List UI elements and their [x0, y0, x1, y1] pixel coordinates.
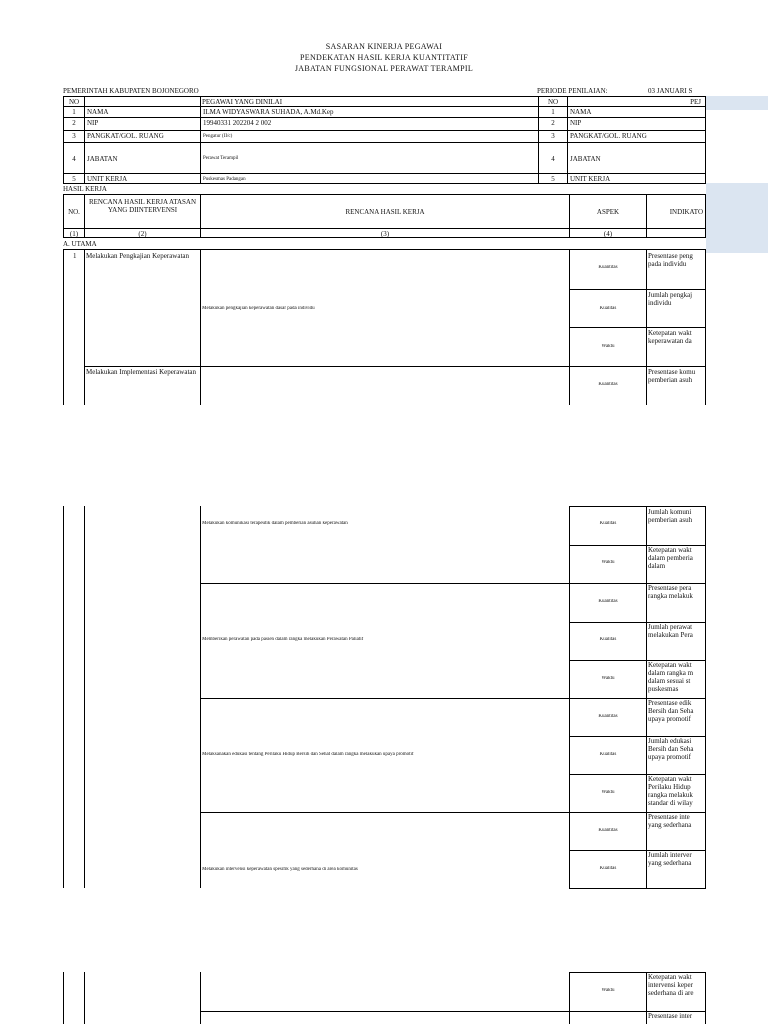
indikator-cell: Presentase inter — [648, 1012, 693, 1020]
p2-rencana: Memberikan perawatan pada pasien dalam rangka melakukan Perawatan Paliatif — [202, 637, 364, 642]
indikator-cell: Presentase inte yang sederhana — [648, 813, 692, 829]
row-no: 2 — [63, 117, 85, 131]
hk-num-atasan: (2) — [84, 228, 201, 238]
row-label2: NAMA — [567, 106, 706, 118]
aspek-cell: Waktu — [601, 560, 615, 565]
row-no2: 3 — [538, 130, 568, 143]
indikator-cell: Ketepatan wakt dalam rangka m dalam sesuai st puskesmas — [648, 661, 694, 693]
row-no2: 5 — [538, 173, 568, 184]
indikator-cell: Ketepatan wakt intervensi keper sederhana di are — [648, 973, 694, 997]
hk-num-no: (1) — [63, 228, 85, 238]
row-value: 19940331 202204 2 002 — [200, 117, 539, 131]
row-divider — [200, 812, 706, 813]
row-divider — [200, 583, 706, 584]
indikator-cell: Jumlah perawat melakukan Pera — [648, 623, 693, 639]
block1-atasan: Melakukan Pengkajian Keperawatan — [86, 252, 190, 260]
col-line — [84, 249, 85, 405]
aspek-cell: Kuantitas — [598, 828, 618, 833]
col-line — [705, 972, 706, 1024]
hk-num-indikator — [646, 228, 706, 238]
aspek-cell: Kualitas — [599, 752, 617, 757]
col-no-header: NO — [63, 96, 85, 107]
row-label: JABATAN — [84, 142, 201, 174]
row-value: Puskesmas Padangan — [200, 173, 539, 184]
col-line — [63, 972, 64, 1024]
row-divider — [569, 888, 706, 889]
row-value: ILMA WIDYASWARA SUHADA, A.Md.Kep — [200, 106, 539, 118]
col-pegawai-label: PEGAWAI YANG DINILAI — [202, 98, 283, 106]
col-line — [84, 972, 85, 1024]
row-label2: UNIT KERJA — [567, 173, 706, 184]
col-pejabat-header: PEJ — [567, 96, 706, 107]
document-title-1: SASARAN KINERJA PEGAWAI — [325, 42, 443, 51]
indikator-cell: Ketepatan wakt dalam pemberia dalam — [648, 546, 693, 570]
hasil-kerja-title: HASIL KERJA — [63, 185, 107, 193]
agency-name: PEMERINTAH KABUPATEN BOJONEGORO — [63, 87, 199, 95]
indikator-cell: Jumlah edukasi Bersih dan Seha upaya promotif — [648, 737, 694, 761]
indikator-cell: Jumlah interver yang sederhana — [648, 851, 692, 867]
col-line — [646, 506, 647, 888]
hk-header-rencana: RENCANA HASIL KERJA — [200, 194, 570, 229]
row-divider — [84, 366, 706, 367]
block1-rencana: Melakukan pengkajian keperawatan dasar pada individu — [202, 306, 315, 311]
aspek-cell: Kualitas — [599, 521, 617, 526]
p2-rencana: Melakukan komunikasi terapeutik dalam pemberian asuhan keperawatan — [202, 521, 348, 526]
row-no: 1 — [63, 106, 85, 118]
col-line — [63, 506, 64, 888]
row-divider — [569, 289, 706, 290]
col-line — [63, 249, 64, 405]
row-divider — [569, 506, 706, 507]
blue-band-top — [706, 96, 768, 110]
hk-header-aspek: ASPEK — [569, 194, 647, 229]
row-label: PANGKAT/GOL. RUANG — [84, 130, 201, 143]
hk-header-atasan: RENCANA HASIL KERJA ATASAN YANG DIINTERVENSI — [84, 194, 201, 229]
indikator-cell: Ketepatan wakt keperawatan da — [648, 329, 692, 345]
row-value: Pengatur (II/c) — [200, 130, 539, 143]
indikator-cell: Jumlah komuni pemberian asuh — [648, 508, 693, 524]
row-divider — [200, 698, 706, 699]
col-line — [84, 506, 85, 888]
document-title-2: PENDEKATAN HASIL KERJA KUANTITATIF — [300, 53, 468, 62]
block2-atasan: Melakukan Implementasi Keperawatan — [86, 368, 197, 376]
row-no: 5 — [63, 173, 85, 184]
row-divider — [569, 327, 706, 328]
col-line — [646, 972, 647, 1024]
col-line — [200, 249, 201, 405]
row-value: Perawat Terampil — [200, 142, 539, 174]
row-no: 3 — [63, 130, 85, 143]
aspek-cell: Waktu — [601, 790, 615, 795]
indikator-cell: Jumlah pengkaj individu — [648, 291, 693, 307]
hk-header-no: NO. — [63, 194, 85, 229]
row-label2: JABATAN — [567, 142, 706, 174]
aspek-cell: Kuantitas — [598, 382, 618, 387]
col-line — [705, 506, 706, 888]
row-no: 4 — [63, 142, 85, 174]
hk-num-rencana: (3) — [200, 228, 570, 238]
period-value: 03 JANUARI S — [648, 87, 693, 95]
row-label2: PANGKAT/GOL. RUANG — [567, 130, 706, 143]
row-label: NIP — [84, 117, 201, 131]
period-label: PERIODE PENILAIAN: — [537, 87, 608, 95]
indikator-cell: Presentase pera rangka melakuk — [648, 584, 693, 600]
col-line — [200, 506, 201, 888]
aspek-cell: Kualitas — [599, 866, 617, 871]
aspek-cell: Kualitas — [599, 306, 617, 311]
row-no2: 2 — [538, 117, 568, 131]
aspek-cell: Kualitas — [599, 637, 617, 642]
indikator-cell: Ketepatan wakt Perilaku Hidup rangka melakuk standar di wilay — [648, 775, 693, 807]
aspek-cell: Waktu — [601, 676, 615, 681]
row-label2: NIP — [567, 117, 706, 131]
row-divider — [200, 1011, 706, 1012]
hk-header-indikator: INDIKATO — [646, 194, 706, 229]
row-label: UNIT KERJA — [84, 173, 201, 184]
row-no2: 1 — [538, 106, 568, 118]
utama-label: A. UTAMA — [63, 240, 97, 248]
aspek-cell: Kuantitas — [598, 599, 618, 604]
col-no2-header: NO — [538, 96, 568, 107]
blue-band-mid — [706, 183, 768, 253]
document-title-3: JABATAN FUNGSIONAL PERAWAT TERAMPIL — [294, 64, 474, 73]
hk-num-aspek: (4) — [569, 228, 647, 238]
row-divider — [63, 249, 706, 250]
p2-rencana: Melakukan intervensi keperawatan spesifik yang sederhana di area komunitas — [202, 867, 358, 872]
aspek-cell: Kuantitas — [598, 714, 618, 719]
aspek-cell: Kuantitas — [598, 265, 618, 270]
block1-no: 1 — [73, 252, 77, 260]
col-line — [569, 972, 570, 1024]
p2-rencana: Melaksanakan edukasi tentang Perilaku Hidup Bersih dan Sehat dalam rangka melakukan upaya promotif — [202, 752, 414, 757]
aspek-cell: Waktu — [601, 988, 615, 993]
aspek-cell: Waktu — [601, 344, 615, 349]
row-label: NAMA — [84, 106, 201, 118]
col-line — [200, 972, 201, 1024]
indikator-cell: Presentase edik Bersih dan Seha upaya promotif — [648, 699, 694, 723]
row-no2: 4 — [538, 142, 568, 174]
indikator-cell: Presentase peng pada individu — [648, 252, 693, 268]
indikator-cell: Presentase komu pemberian asuh — [648, 368, 696, 384]
